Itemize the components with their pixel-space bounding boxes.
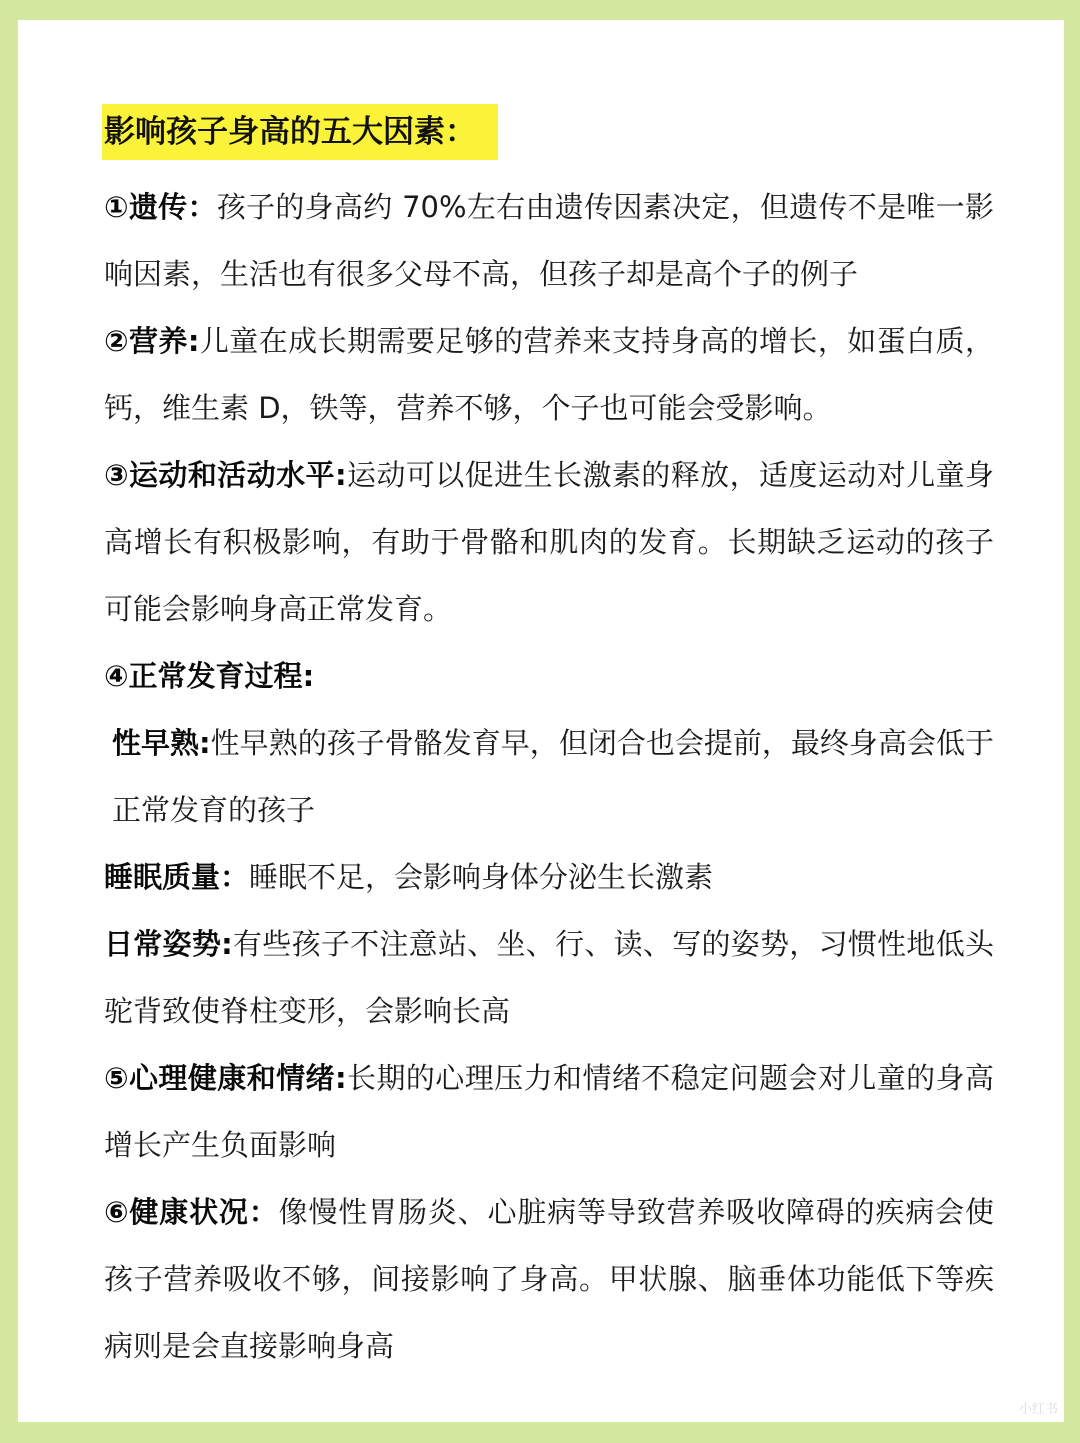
para-sep: : — [199, 726, 211, 760]
para-text: 孩子的身高约 70%左右由遗传因素决定，但遗传不是唯一影响因素，生活也有很多父母不高，但孩子却是高个子的例子 — [104, 190, 994, 291]
para-label: ③运动和活动水平 — [104, 458, 335, 492]
para-text: 有些孩子不注意站、坐、行、读、写的姿势，习惯性地低头驼背致使脊柱变形，会影响长高 — [104, 927, 994, 1028]
para-sep: : — [334, 1061, 347, 1095]
para-sep: : — [221, 927, 233, 961]
watermark: 小红书 — [1018, 1402, 1058, 1417]
para-text: 运动可以促进生长激素的释放，适度运动对儿童身高增长有积极影响，有助于骨骼和肌肉的发育。长期缺乏运动的孩子可能会影响身高正常发育。 — [104, 458, 994, 626]
paragraph-precocious-puberty — [104, 710, 994, 844]
para-label: ①遗传 — [104, 190, 188, 224]
paragraph-health-condition — [104, 1179, 994, 1380]
paragraph-heredity — [104, 174, 994, 308]
article-body — [104, 174, 994, 1380]
para-sep: : — [302, 659, 315, 693]
para-text: 儿童在成长期需要足够的营养来支持身高的增长，如蛋白质，钙，维生素 D，铁等，营养不够，个子也可能会受影响。 — [104, 324, 994, 425]
para-label: ⑥健康状况 — [104, 1195, 249, 1229]
page-title: 影响孩子身高的五大因素： — [102, 104, 498, 160]
para-label: ⑤心理健康和情绪 — [104, 1061, 335, 1095]
para-text: 性早熟的孩子骨骼发育早，但闭合也会提前，最终身高会低于正常发育的孩子 — [112, 726, 994, 827]
paragraph-sleep — [104, 844, 994, 911]
para-label: 日常姿势 — [104, 927, 222, 961]
para-sep: ： — [248, 1195, 279, 1229]
paragraph-posture — [104, 911, 994, 1045]
paragraph-nutrition — [104, 308, 994, 442]
para-label: 睡眠质量 — [104, 860, 221, 894]
paragraph-mental-health — [104, 1045, 994, 1179]
para-label: 性早熟 — [112, 726, 200, 760]
para-text: 睡眠不足，会影响身体分泌生长激素 — [249, 860, 714, 894]
para-sep: : — [334, 458, 347, 492]
para-sep: ： — [220, 860, 250, 894]
para-sep: : — [187, 324, 200, 358]
paragraph-exercise — [104, 442, 994, 643]
paragraph-development — [104, 643, 994, 710]
para-sep: ： — [187, 190, 217, 224]
para-label: ④正常发育过程 — [104, 659, 303, 693]
para-text: 像慢性胃肠炎、心脏病等导致营养吸收障碍的疾病会使孩子营养吸收不够，间接影响了身高。甲状腺、脑垂体功能低下等疾病则是会直接影响身高 — [104, 1195, 994, 1363]
para-text: 长期的心理压力和情绪不稳定问题会对儿童的身高增长产生负面影响 — [104, 1061, 994, 1162]
para-label: ②营养 — [104, 324, 188, 358]
